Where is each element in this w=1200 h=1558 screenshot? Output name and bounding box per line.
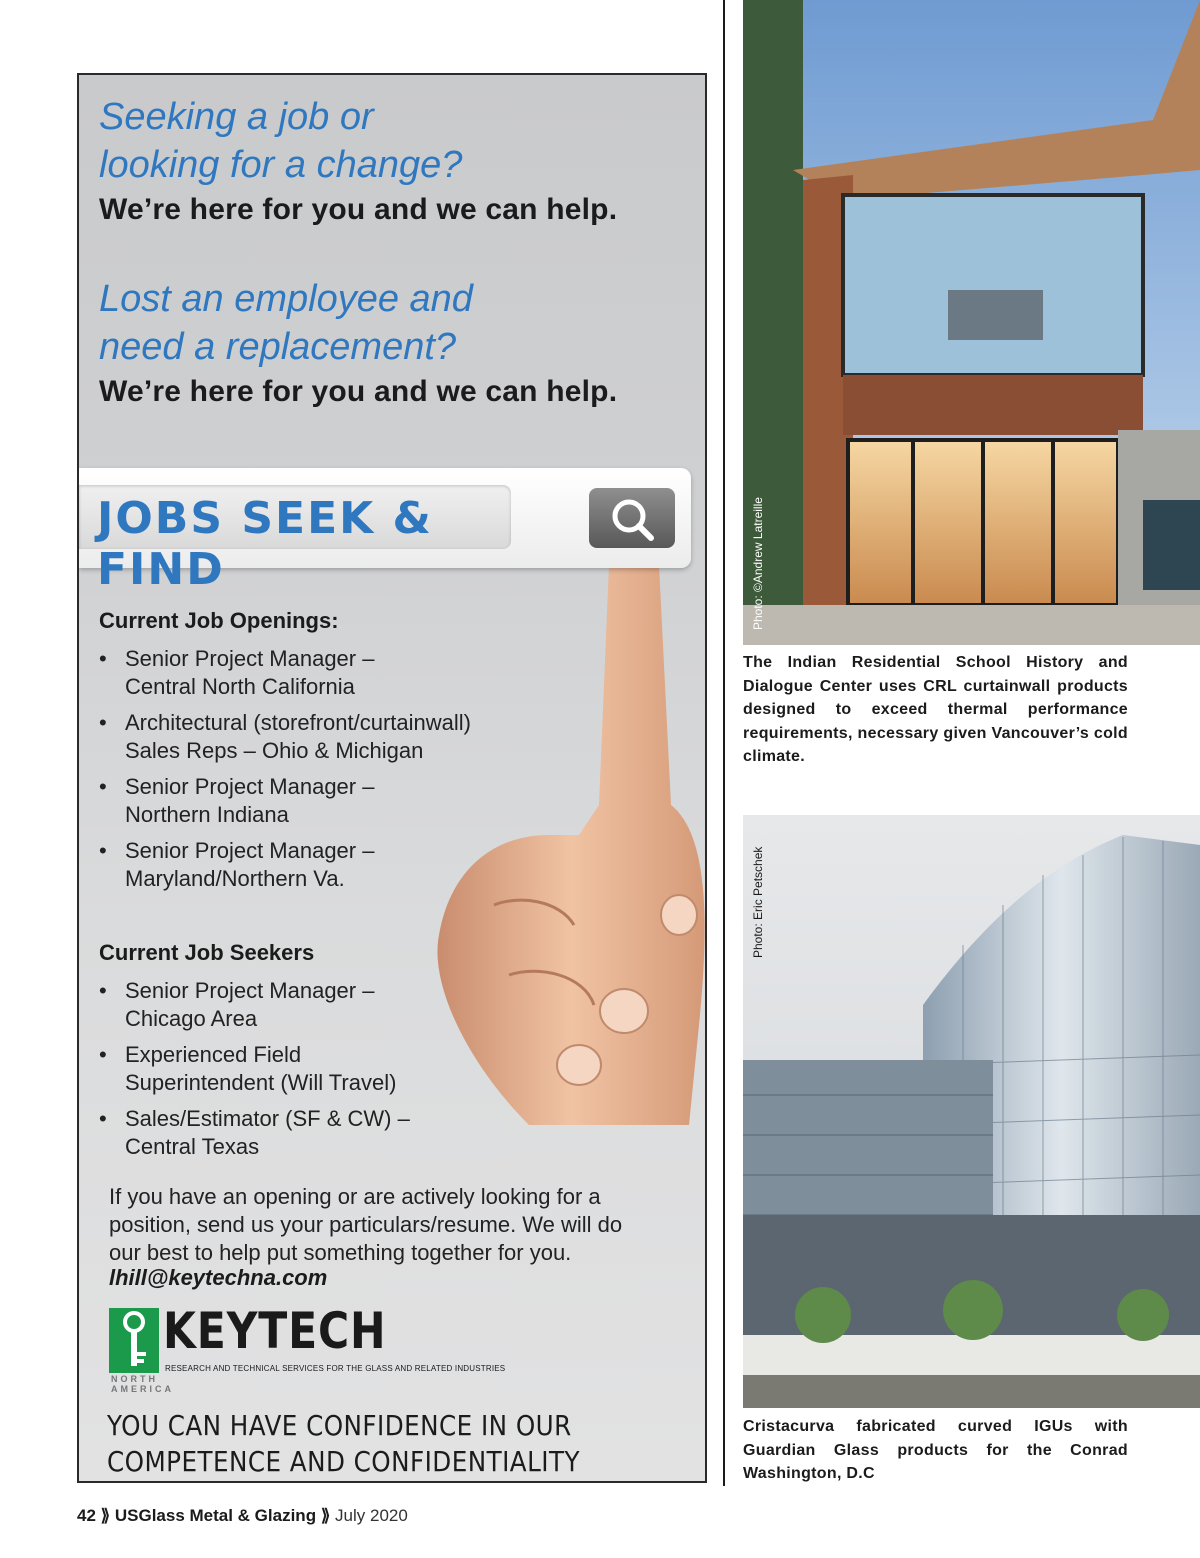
photo-residential-school-center xyxy=(743,0,1200,645)
photo1-credit: Photo: ©Andrew Latreille xyxy=(751,497,765,630)
headline-lost-line2: need a replacement? xyxy=(99,326,457,368)
footer-separator: ⟫ xyxy=(100,1506,111,1525)
list-item: • Sales/Estimator (SF & CW) – Central Texas xyxy=(99,1105,505,1161)
list-item: • Senior Project Manager – Chicago Area xyxy=(99,977,505,1033)
headline-seeking-line1: Seeking a job or xyxy=(99,96,374,138)
search-icon xyxy=(589,488,675,548)
jobs-advertisement xyxy=(77,73,707,1483)
list-item: • Architectural (storefront/curtainwall) Sales Reps – Ohio & Michigan xyxy=(99,709,505,765)
headline-lost-line1: Lost an employee and xyxy=(99,278,473,320)
jobs-search-field xyxy=(79,485,511,595)
confidence-statement xyxy=(107,1408,580,1480)
headline-seeking xyxy=(99,93,462,189)
list-item: • Senior Project Manager – Central North California xyxy=(99,645,505,701)
page-number: 42 xyxy=(77,1506,96,1525)
confidence-line2: COMPETENCE AND CONFIDENTIALITY xyxy=(107,1445,580,1478)
photo1-caption: The Indian Residential School History and Dialogue Center uses CRL curtainwall products designed to exceed thermal performance requirements, necessary given Vancouver’s cold climate. xyxy=(743,654,1128,765)
current-seekers-title: Current Job Seekers xyxy=(99,940,315,965)
footer-separator: ⟫ xyxy=(320,1506,331,1525)
magazine-name: USGlass Metal & Glazing xyxy=(114,1506,317,1525)
list-item: • Senior Project Manager – Northern Indiana xyxy=(99,773,505,829)
logo-name: KEYTECH xyxy=(163,1302,387,1360)
confidence-line1: YOU CAN HAVE CONFIDENCE IN OUR xyxy=(107,1409,572,1442)
photo2-caption: Cristacurva fabricated curved IGUs with Guardian Glass products for the Conrad Washington, D.C xyxy=(743,1418,1128,1482)
logo-tagline: RESEARCH AND TECHNICAL SERVICES FOR THE GLASS AND RELATED INDUSTRIES xyxy=(165,1364,506,1373)
column-divider xyxy=(723,0,725,1486)
headline-lost-employee xyxy=(99,275,473,371)
photo-conrad-washington xyxy=(743,815,1200,1408)
search-button xyxy=(589,488,675,548)
key-icon xyxy=(109,1308,159,1373)
jobs-search-bar xyxy=(79,468,691,595)
keytech-logo xyxy=(109,1302,506,1398)
help-text-1: We’re here for you and we can help. xyxy=(99,193,618,226)
list-item: • Experienced Field Superintendent (Will Travel) xyxy=(99,1041,505,1097)
contact-email[interactable]: lhill@keytechna.com xyxy=(109,1265,328,1290)
job-seekers-list xyxy=(99,977,505,1169)
headline-seeking-line2: looking for a change? xyxy=(99,144,463,186)
logo-region: NORTH AMERICA xyxy=(111,1374,174,1394)
jobs-seek-find-title: JOBS SEEK & FIND xyxy=(97,493,433,595)
issue-date: July 2020 xyxy=(335,1506,408,1525)
current-openings-title: Current Job Openings: xyxy=(99,608,339,633)
help-text-2: We’re here for you and we can help. xyxy=(99,375,618,408)
photo2-credit: Photo: Eric Petschek xyxy=(751,846,765,958)
contact-note: If you have an opening or are actively looking for a position, send us your particulars/resume. We will do our best to help put something together for you. xyxy=(109,1184,623,1265)
job-openings-list xyxy=(99,645,505,901)
list-item: • Senior Project Manager – Maryland/Northern Va. xyxy=(99,837,505,893)
page-footer xyxy=(77,1506,408,1526)
